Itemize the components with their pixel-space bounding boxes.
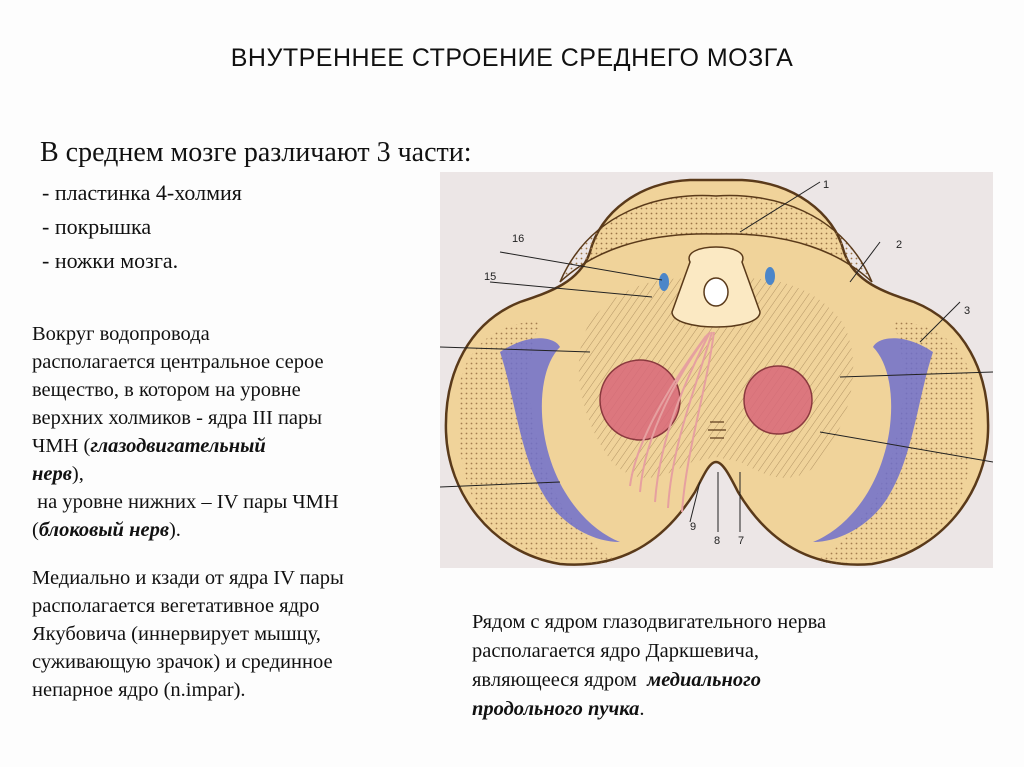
intro-item-plate: - пластинка 4-холмия [42,180,242,205]
text-line: располагается центральное серое [32,351,324,373]
text-line: Медиально и кзади от ядра IV пары [32,567,344,589]
intro-heading: В среднем мозге различают 3 части: [40,137,472,168]
right-oculomotor-nucleus [765,267,775,285]
label-3: 3 [964,305,971,317]
paragraph-darkshevich [472,608,826,724]
text-line [472,666,826,695]
text-line [32,516,339,544]
term-longitudinal-fasciculus: продольного пучка [472,698,640,720]
label-16: 16 [512,233,525,245]
right-red-nucleus [744,366,812,434]
left-oculomotor-nucleus [659,273,669,291]
text-line: Якубовича (иннервирует мышцу, [32,623,321,645]
label-2: 2 [896,239,903,251]
text-line: Вокруг водопровода [32,323,210,345]
text-line: Рядом с ядром глазодвигательного нерва [472,611,827,633]
text-line: суживающую зрачок) и срединное [32,651,333,673]
text-line: вещество, в котором на уровне [32,379,301,401]
text-span: ), [71,463,84,485]
term-oculomotor: глазодвигательный [90,435,266,457]
label-9: 9 [690,521,697,533]
term-nerve: нерв [32,463,72,485]
text-line: располагается вегетативное ядро [32,595,320,617]
text-span: ЧМН ( [32,435,91,457]
text-line [32,432,339,460]
text-line: на уровне нижних – IV пары ЧМН [32,491,339,513]
text-span: являющееся ядром [472,669,648,691]
text-line [32,460,339,488]
paragraph-yakubovich [32,564,344,704]
text-line: непарное ядро (n.impar). [32,679,246,701]
label-1: 1 [823,179,830,191]
paragraph-central-gray [32,320,339,544]
cerebral-aqueduct [704,278,728,306]
text-line: верхних холмиков - ядра III пары [32,407,323,429]
label-15: 15 [484,271,497,283]
intro-item-peduncles: - ножки мозга. [42,248,179,273]
term-medial: медиального [647,669,761,691]
page-title: ВНУТРЕННЕЕ СТРОЕНИЕ СРЕДНЕГО МОЗГА [230,44,794,72]
intro-item-tegmentum: - покрышка [42,214,152,239]
midbrain-diagram [440,172,993,568]
label-8: 8 [714,535,721,547]
label-7: 7 [738,535,745,547]
midbrain-section-figure [440,172,993,568]
text-line: располагается ядро Даркшевича, [472,640,760,662]
text-span: ). [168,519,181,541]
text-span: . [639,698,645,720]
text-line [472,695,826,724]
text-span: ( [32,519,39,541]
term-trochlear: блоковый нерв [38,519,169,541]
